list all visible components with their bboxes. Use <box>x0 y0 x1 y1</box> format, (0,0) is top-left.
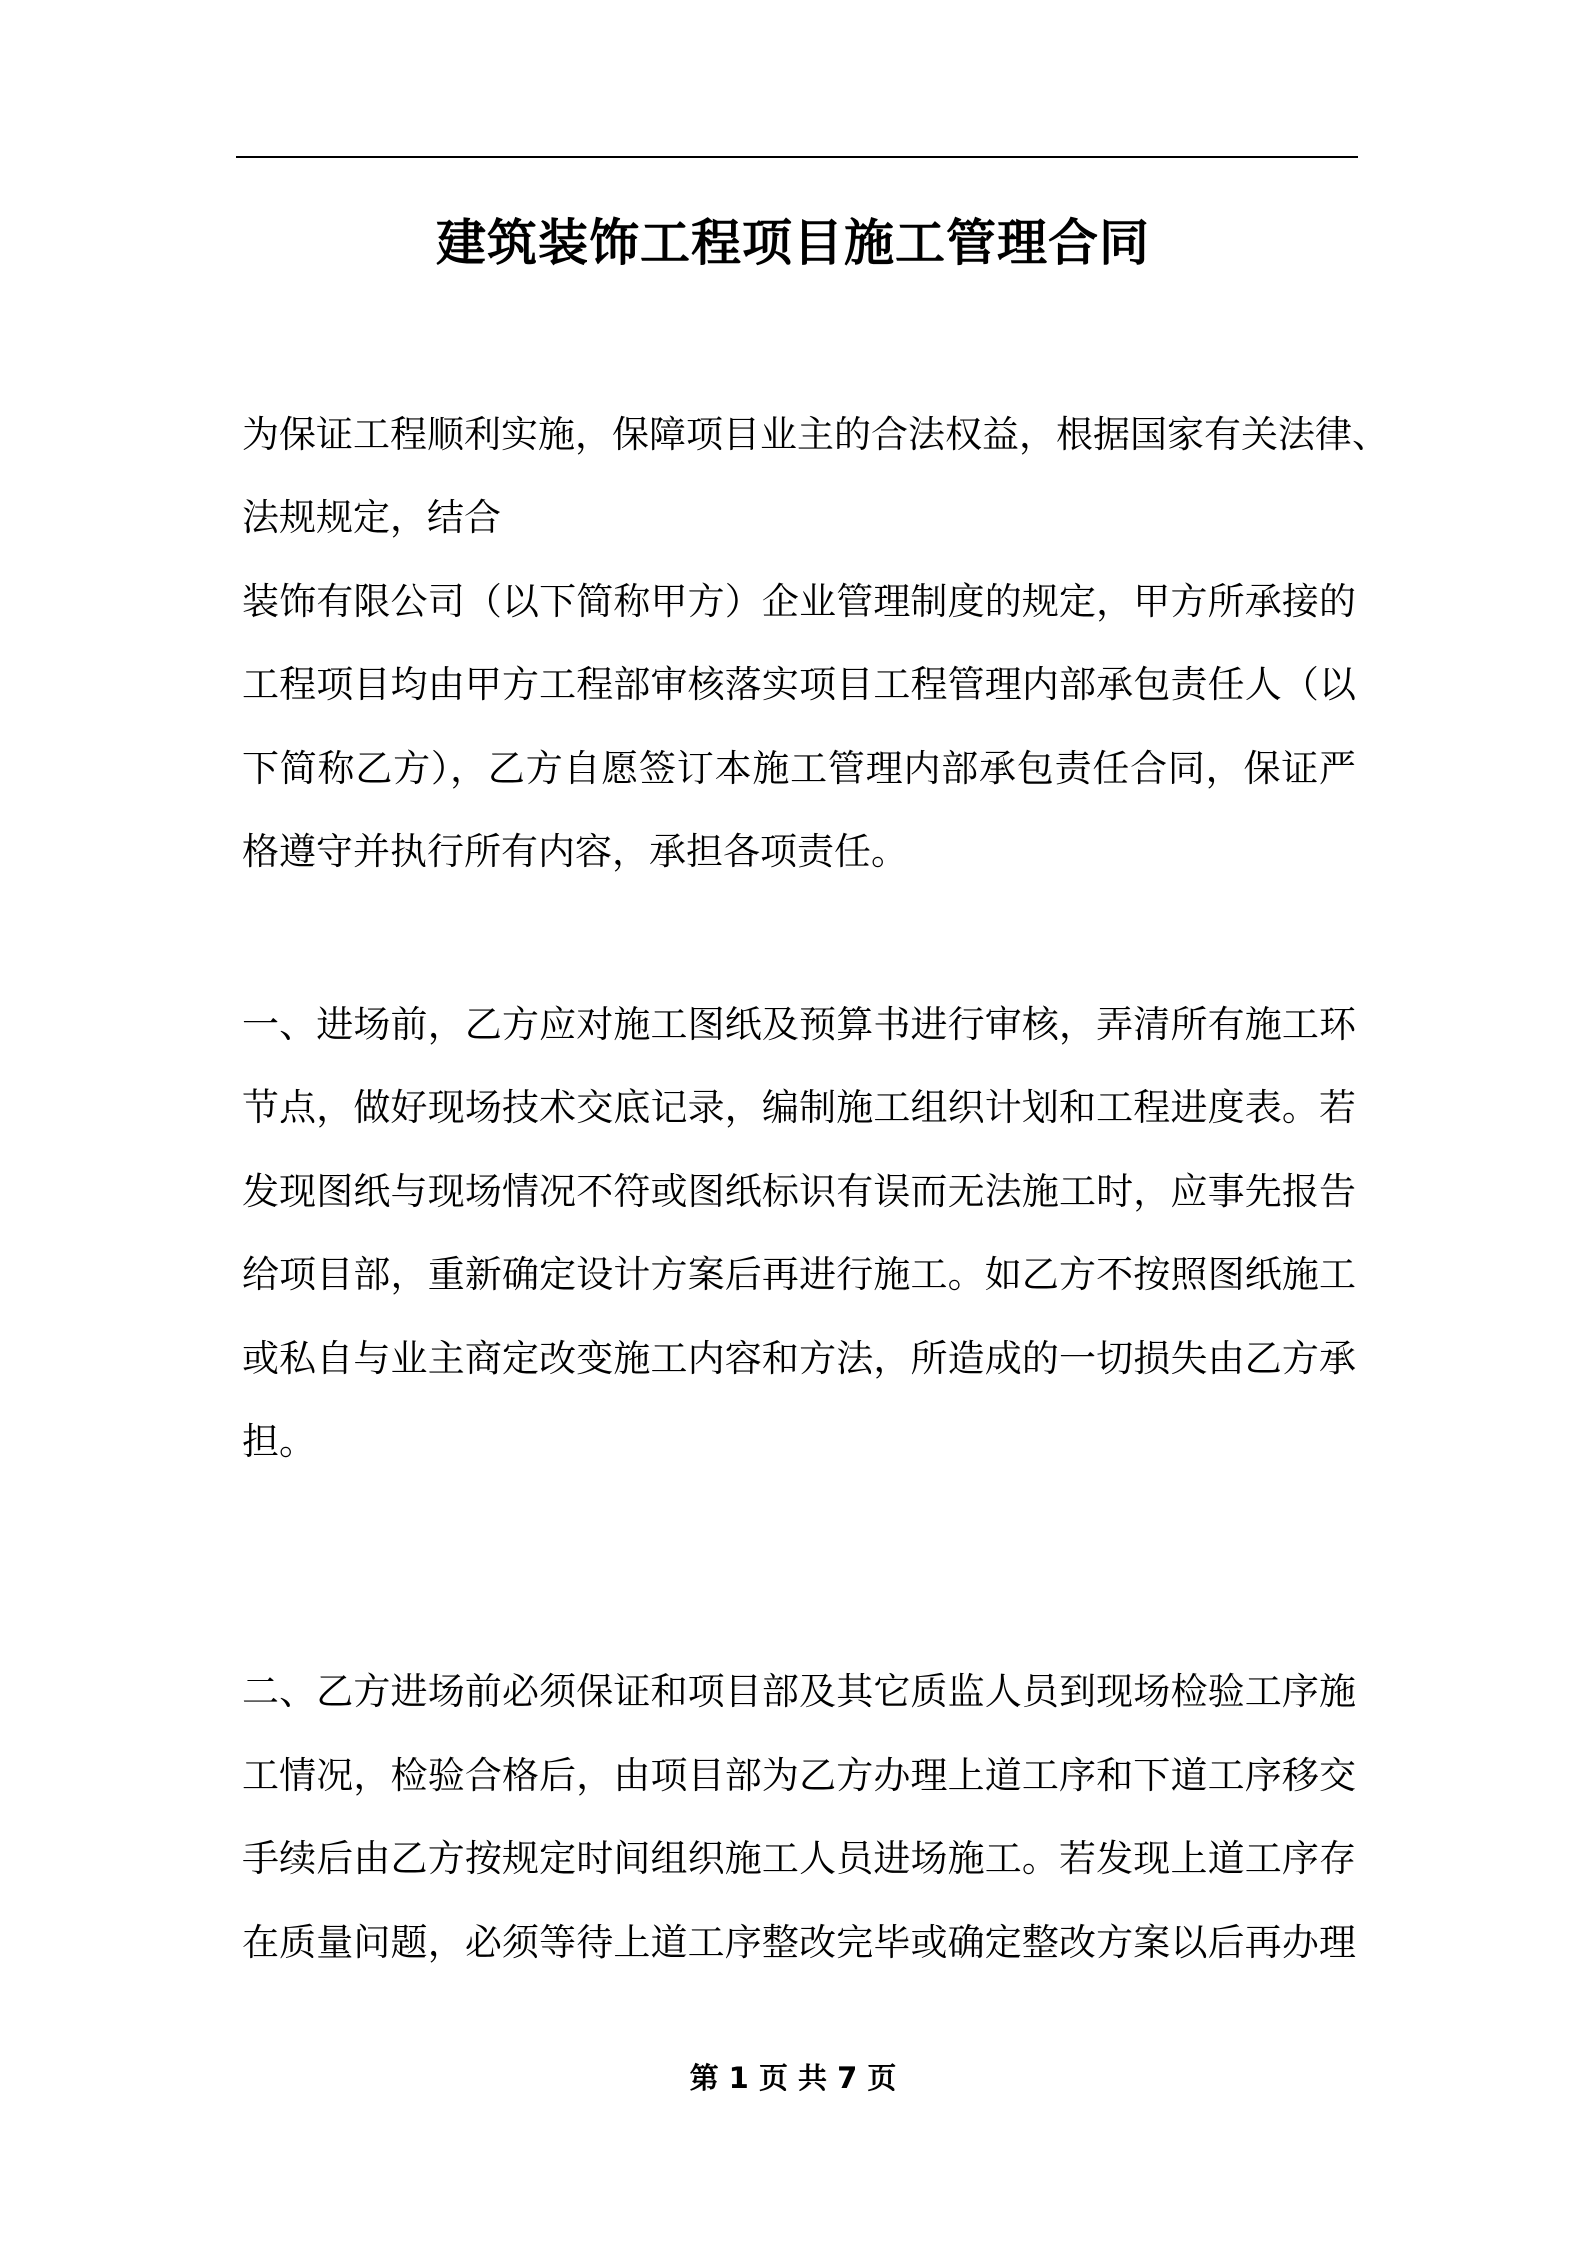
header-rule <box>236 156 1358 158</box>
clause1-line-4: 给项目部，重新确定设计方案后再进行施工。如乙方不按照图纸施工 <box>242 1253 1356 1296</box>
intro-line-5: 下简称乙方），乙方自愿签订本施工管理内部承包责任合同，保证严 <box>242 747 1356 790</box>
intro-line-4: 工程项目均由甲方工程部审核落实项目工程管理内部承包责任人（以 <box>242 663 1356 706</box>
intro-line-2: 法规规定，结合 <box>242 496 501 539</box>
document-title: 建筑装饰工程项目施工管理合同 <box>436 214 1150 272</box>
page-number: 第 1 页 共 7 页 <box>689 2061 897 2095</box>
clause2-line-4: 在质量问题，必须等待上道工序整改完毕或确定整改方案以后再办理 <box>242 1921 1356 1964</box>
clause1-line-6: 担。 <box>242 1420 316 1463</box>
clause1-line-5: 或私自与业主商定改变施工内容和方法，所造成的一切损失由乙方承 <box>242 1337 1356 1380</box>
clause2-line-3: 手续后由乙方按规定时间组织施工人员进场施工。若发现上道工序存 <box>242 1837 1356 1880</box>
clause1-line-3: 发现图纸与现场情况不符或图纸标识有误而无法施工时，应事先报告 <box>242 1170 1356 1213</box>
clause2-line-1: 二、乙方进场前必须保证和项目部及其它质监人员到现场检验工序施 <box>242 1670 1356 1713</box>
intro-line-6: 格遵守并执行所有内容，承担各项责任。 <box>242 830 908 873</box>
intro-line-3: 装饰有限公司（以下简称甲方）企业管理制度的规定，甲方所承接的 <box>242 580 1356 623</box>
clause1-line-1: 一、进场前，乙方应对施工图纸及预算书进行审核，弄清所有施工环 <box>242 1003 1356 1046</box>
intro-line-1: 为保证工程顺利实施，保障项目业主的合法权益，根据国家有关法律、 <box>242 413 1389 456</box>
clause1-line-2: 节点，做好现场技术交底记录，编制施工组织计划和工程进度表。若 <box>242 1086 1356 1129</box>
clause2-line-2: 工情况，检验合格后，由项目部为乙方办理上道工序和下道工序移交 <box>242 1754 1356 1797</box>
